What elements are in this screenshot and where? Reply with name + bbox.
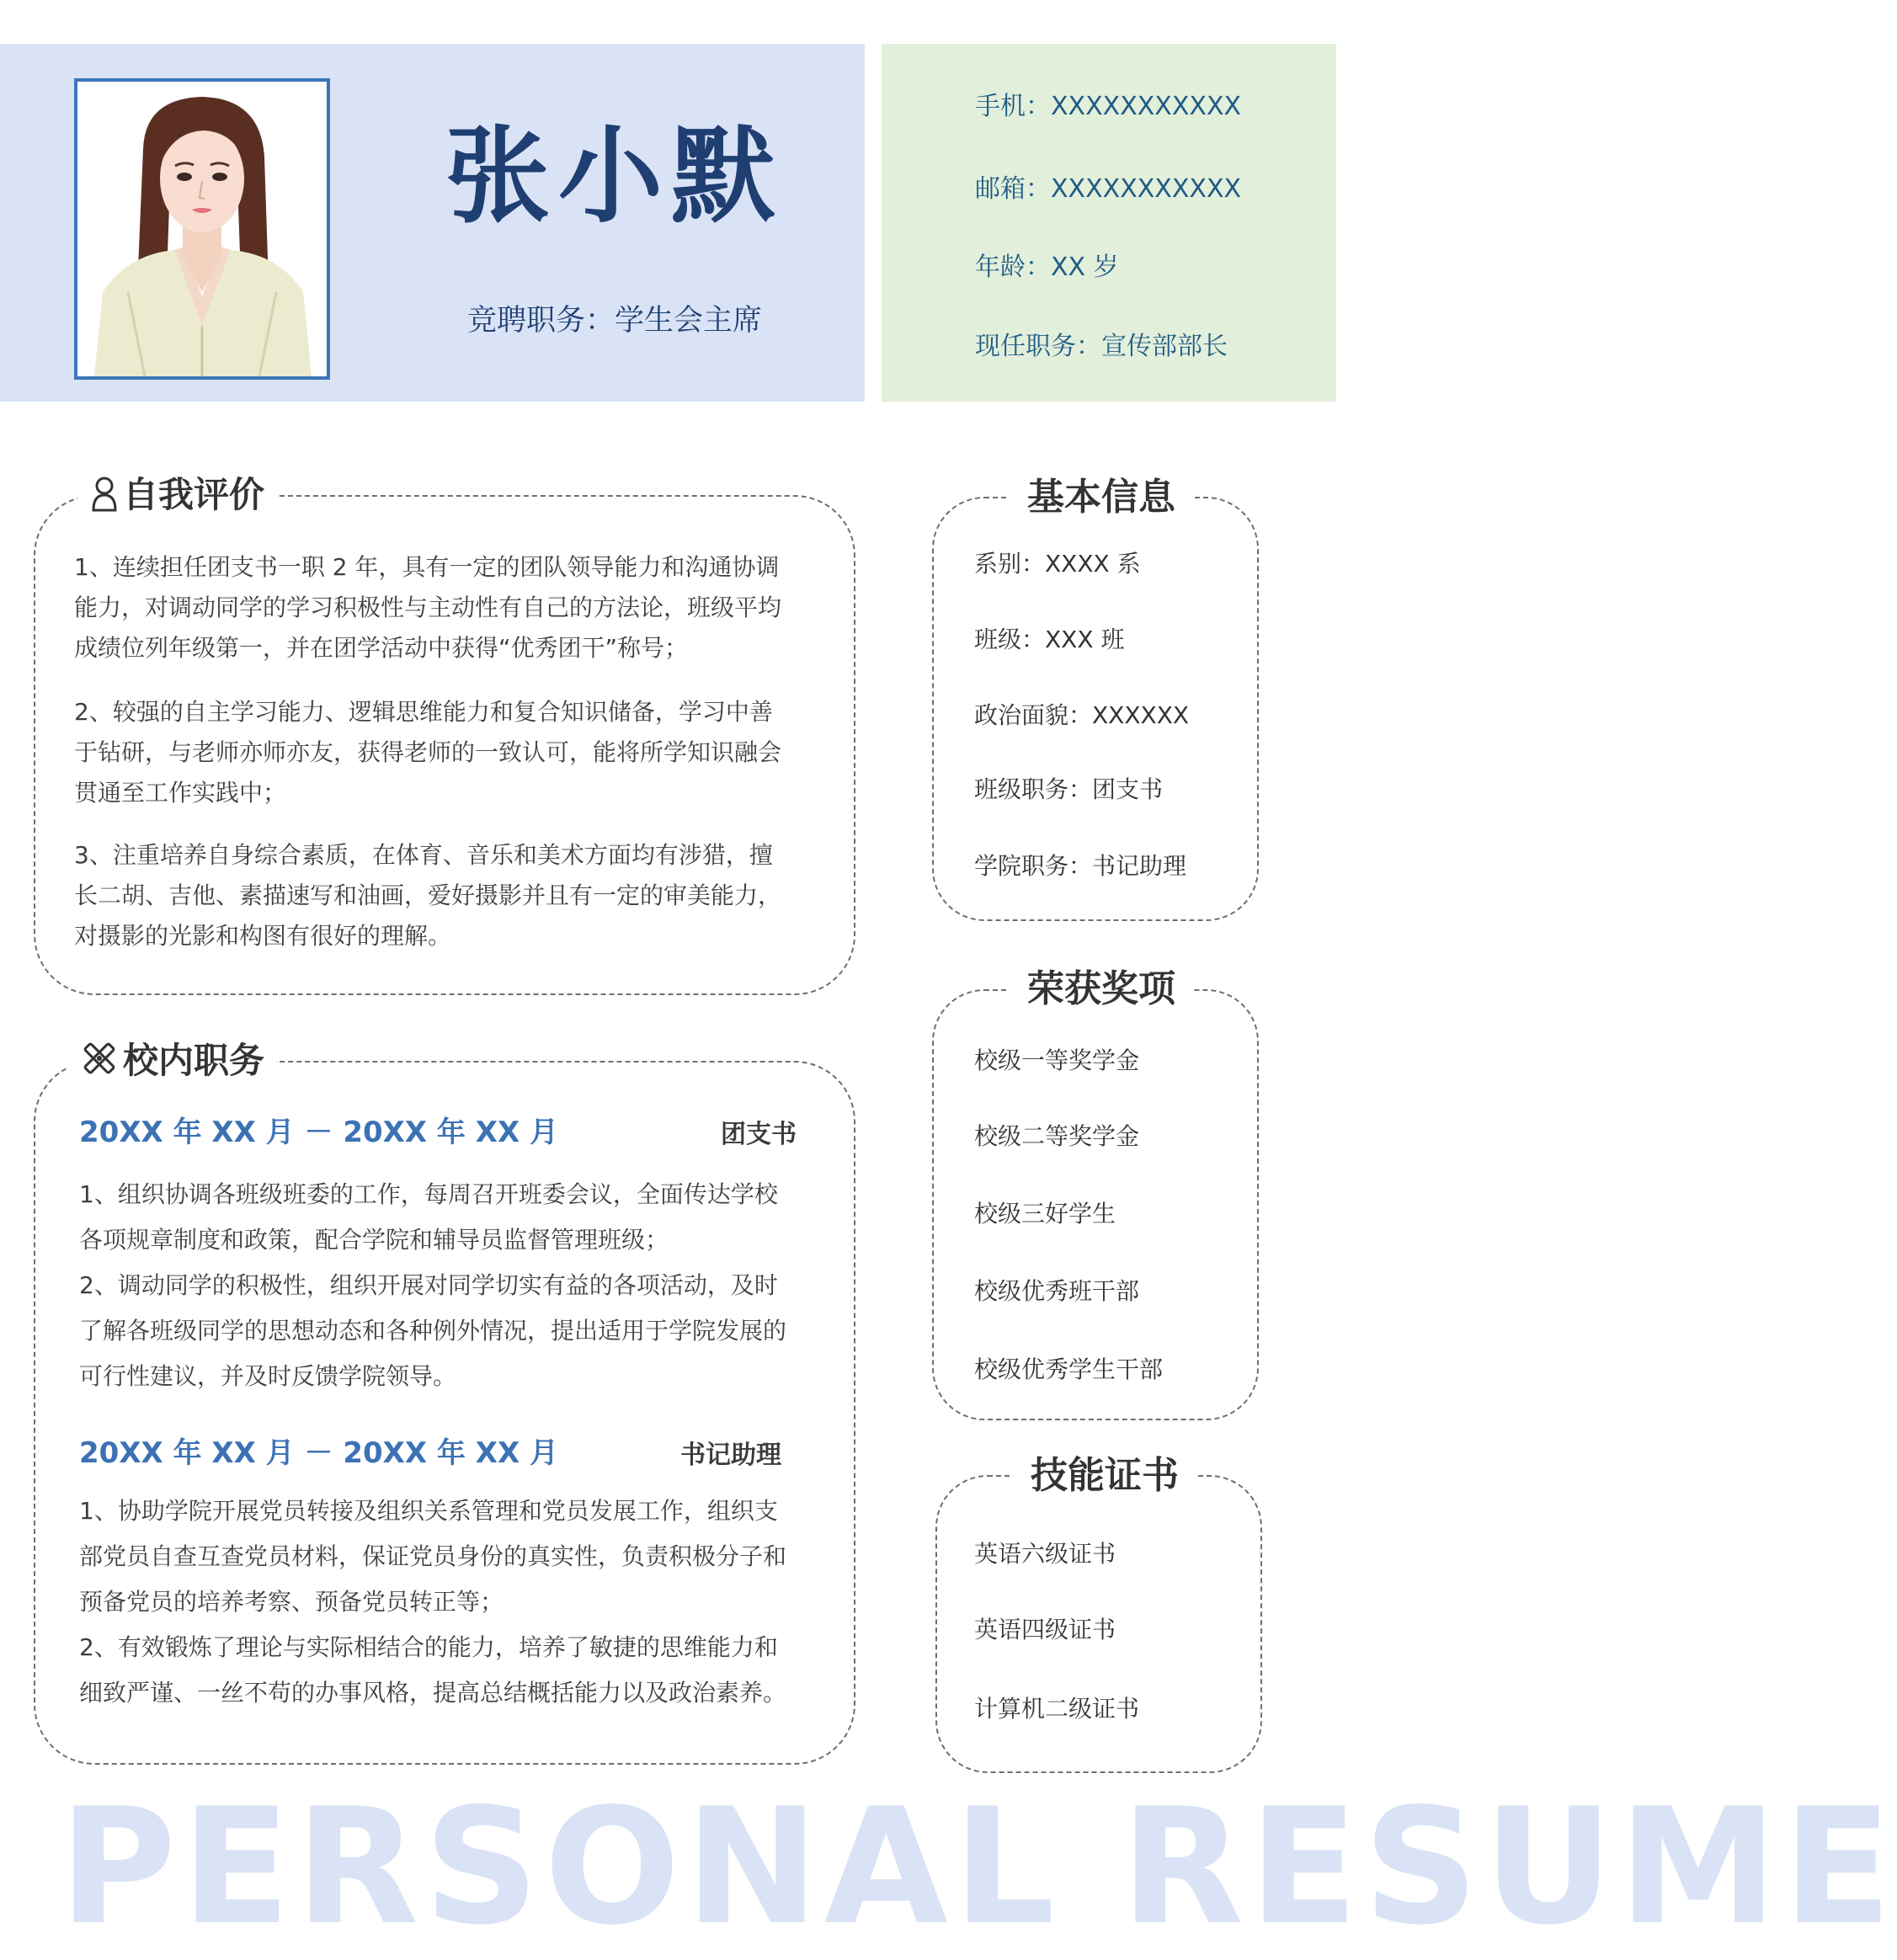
- self-evaluation-paragraph: 3、注重培养自身综合素质，在体育、音乐和美术方面均有涉猎，擅 长二胡、吉他、素描速写和油画，爱好摄影并且有一定的审美能力， 对摄影的光影和构图有很好的理解。: [74, 841, 782, 950]
- award-item: 校级一等奖学金: [974, 1047, 1140, 1074]
- job-role: 书记助理: [680, 1441, 781, 1470]
- self-evaluation-paragraph: 1、连续担任团支书一职 2 年，具有一定的团队领导能力和沟通协调 能力，对调动同学的学习积极性与主动性有自己的方法论，班级平均 成绩位列年级第一，并在团学活动中获得“优秀团干”称号；: [74, 553, 782, 662]
- basic-info-item: 学院职务：书记助理: [974, 852, 1187, 880]
- basic-info-title: 基本信息: [1009, 474, 1194, 521]
- contact-age: 年龄：XX 岁: [975, 253, 1119, 282]
- contact-email: 邮箱：XXXXXXXXXXX: [975, 174, 1242, 204]
- applied-position: 竞聘职务：学生会主席: [466, 304, 762, 338]
- certificate-item: 英语四级证书: [974, 1616, 1116, 1643]
- award-item: 校级优秀班干部: [974, 1277, 1140, 1305]
- job-description: 1、协助学院开展党员转接及组织关系管理和党员发展工作，组织支 部党员自查互查党员材料，保证党员身份的真实性，负责积极分子和 预备党员的培养考察、预备党员转正等； 2、有效锻炼了理论与实际相结合的能力，培养了敏捷的思维能力和 细致严谨、一丝不苟的办事风格，提高总结概括能力以及政治素养。: [79, 1497, 787, 1707]
- job-date-range: 20XX 年 XX 月 － 20XX 年 XX 月: [79, 1436, 559, 1470]
- self-evaluation-paragraph: 2、较强的自主学习能力、逻辑思维能力和复合知识储备，学习中善 于钻研，与老师亦师亦友，获得老师的一致认可，能将所学知识融会 贯通至工作实践中；: [74, 698, 782, 807]
- basic-info-item: 系别：XXXX 系: [974, 550, 1141, 578]
- awards-title: 荣获奖项: [1009, 966, 1194, 1013]
- basic-info-item: 政治面貌：XXXXXX: [974, 701, 1190, 729]
- certificate-item: 计算机二级证书: [974, 1695, 1140, 1723]
- tools-icon: [79, 1039, 120, 1078]
- basic-info-item: 班级职务：团支书: [974, 775, 1164, 803]
- profile-photo: [74, 78, 330, 380]
- basic-info-item: 班级：XXX 班: [974, 626, 1125, 653]
- self-evaluation-title: 自我评价: [77, 471, 276, 519]
- award-item: 校级二等奖学金: [974, 1122, 1140, 1150]
- campus-roles-title: 校内职务: [67, 1037, 276, 1084]
- resume-watermark: PERSONAL RESUME: [59, 1774, 1897, 1960]
- job-description: 1、组织协调各班级班委的工作，每周召开班委会议，全面传达学校 各项规章制度和政策，配合学院和辅导员监督管理班级； 2、调动同学的积极性，组织开展对同学切实有益的各项活动，及时 了解各班级同学的思想动态和各种例外情况，提出适用于学院发展的 可行性建议，并及时反馈学院领导。: [79, 1180, 787, 1390]
- applicant-name: 张小默: [445, 116, 784, 237]
- award-item: 校级三好学生: [974, 1200, 1116, 1228]
- certificates-title: 技能证书: [1012, 1452, 1197, 1499]
- contact-phone: 手机：XXXXXXXXXXX: [975, 92, 1242, 121]
- award-item: 校级优秀学生干部: [974, 1355, 1164, 1383]
- contact-current-role: 现任职务：宣传部部长: [975, 332, 1228, 361]
- person-icon: [89, 475, 120, 512]
- portrait-illustration: [77, 82, 327, 376]
- certificate-item: 英语六级证书: [974, 1540, 1116, 1568]
- job-date-range: 20XX 年 XX 月 － 20XX 年 XX 月: [79, 1116, 559, 1149]
- job-role: 团支书: [721, 1120, 797, 1149]
